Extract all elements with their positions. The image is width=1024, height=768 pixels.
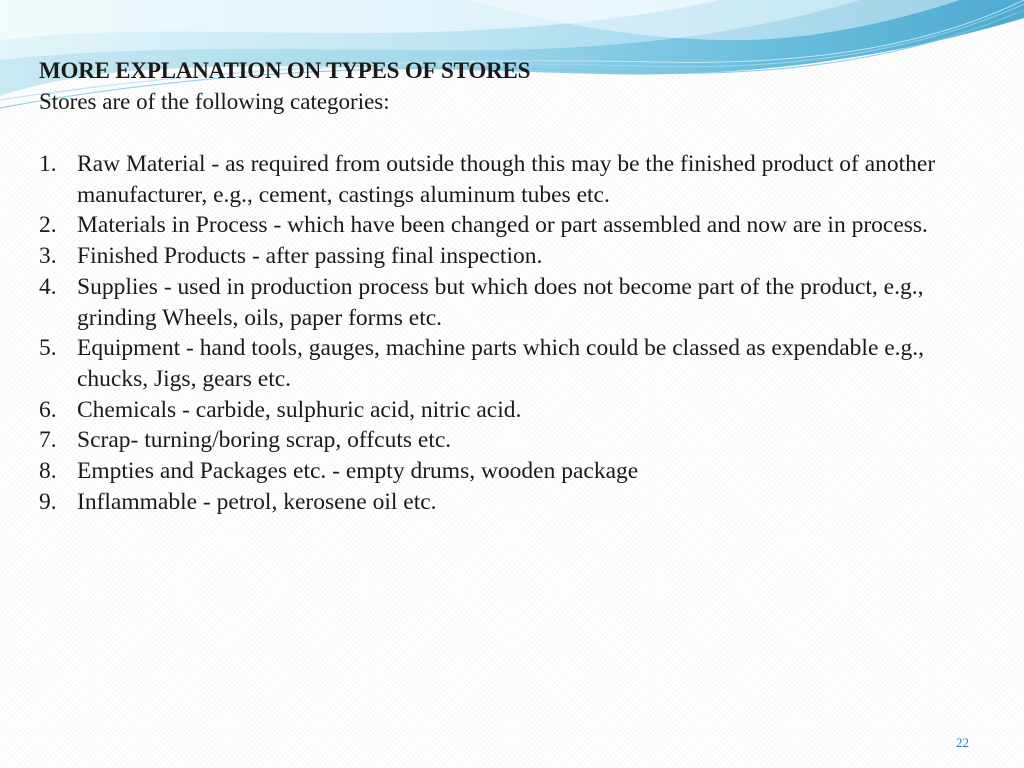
- list-item: [39, 333, 989, 394]
- list-item-number: 1.: [39, 151, 57, 177]
- list-item: [39, 241, 989, 272]
- list-item-text: Materials in Process - which have been changed or part assembled and now are in process.: [77, 212, 928, 239]
- list-item: [39, 272, 989, 333]
- list-item-number: 3.: [39, 243, 57, 270]
- list-item: [39, 425, 989, 456]
- list-item: [39, 210, 989, 241]
- store-categories-list: [39, 149, 989, 517]
- list-item: [39, 456, 989, 487]
- slide-subtitle: Stores are of the following categories:: [39, 89, 390, 114]
- list-item: [39, 149, 989, 210]
- list-item-text: Equipment - hand tools, gauges, machine parts which could be classed as expendable e.g., chucks, Jigs, gears etc.: [77, 335, 925, 392]
- list-item-text: Chemicals - carbide, sulphuric acid, nitric acid.: [77, 396, 522, 423]
- list-item-number: 5.: [39, 335, 57, 362]
- list-item-number: 7.: [39, 427, 57, 454]
- list-item-text: Supplies - used in production process but which does not become part of the product, e.g., grinding Wheels, oils, paper forms etc.: [77, 273, 924, 331]
- list-item-number: 6.: [39, 396, 57, 423]
- list-item-number: 4.: [39, 273, 57, 300]
- list-item-number: 2.: [39, 212, 57, 239]
- slide-title: MORE EXPLANATION ON TYPES OF STORES: [39, 58, 531, 83]
- list-item: [39, 487, 989, 518]
- list-item-number: 9.: [39, 488, 57, 515]
- list-item-text: Scrap- turning/boring scrap, offcuts etc.: [77, 427, 452, 454]
- page-number: 22: [956, 735, 969, 750]
- list-item-text: Raw Material - as required from outside though this may be the finished product of another manufacturer, e.g., cement, castings aluminum tubes etc.: [77, 151, 936, 208]
- list-item-text: Inflammable - petrol, kerosene oil etc.: [77, 488, 437, 515]
- list-item-number: 8.: [39, 458, 57, 485]
- list-item: [39, 395, 989, 426]
- list-item-text: Empties and Packages etc. - empty drums, wooden package: [77, 458, 639, 485]
- list-item-text: Finished Products - after passing final inspection.: [77, 243, 543, 270]
